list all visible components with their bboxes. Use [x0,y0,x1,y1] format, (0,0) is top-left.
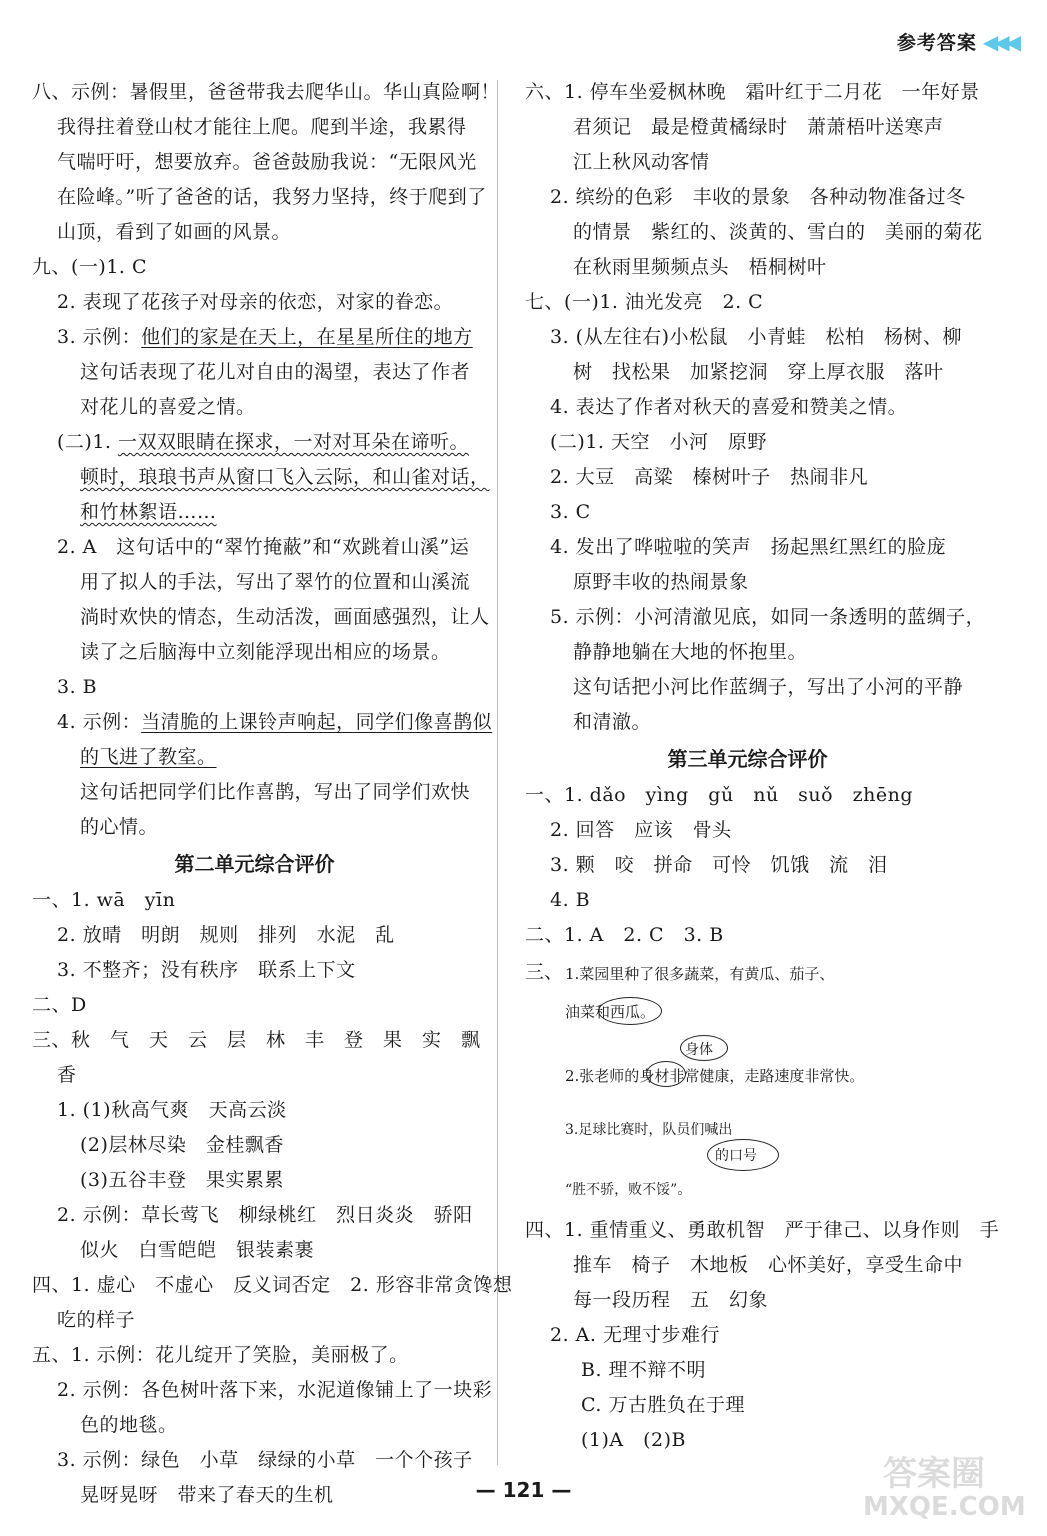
text-line: 二、D [32,994,87,1016]
underlined-answer: 他们的家是在天上，在星星所住的地方 [141,326,473,348]
arrows-icon: ◀◀◀ [982,29,1017,54]
section-title: 第二单元综合评价 [174,852,335,876]
text-line: 和清澈。 [573,711,652,733]
text-line: 的情景 紫红的、淡黄的、雪白的 美丽的菊花 [573,221,983,243]
section-label: 三、 [525,961,564,983]
section-title: 第三单元综合评价 [667,747,828,771]
text-line: (2)层林尽染 金桂飘香 [80,1134,284,1156]
inserted-word: 的口号 [715,1148,757,1164]
text-line: 静静地躺在大地的怀抱里。 [573,641,808,663]
right-column [525,75,1000,1458]
circle-mark [646,1061,686,1087]
circle-mark [707,1139,779,1171]
text-line: 5. 示例：小河清澈见底，如同一条透明的蓝绸子， [550,606,986,628]
text-line: 2. A 这句话中的“翠竹掩蔽”和“欢跳着山溪”运 [57,536,470,558]
text-line: 这句话表现了花儿对自由的渴望，表达了作者 [80,361,471,383]
text-line: (1)A (2)B [581,1429,687,1451]
wavy-underlined-answer: 一双双眼睛在探求，一对对耳朵在谛听。 [118,431,470,453]
text-line: 3. (从左往右)小松鼠 小青蛙 松柏 杨树、柳 [550,326,962,348]
text-line: 2. 表现了花孩子对母亲的依恋，对家的眷恋。 [57,291,454,313]
text-line: 3. 颗 咬 拼命 可怜 饥饿 流 泪 [550,854,888,876]
correction-marks-figure [525,953,970,1213]
text-line: 2. 放晴 明朗 规则 排列 水泥 乱 [57,924,395,946]
text-line: 的心情。 [80,816,159,838]
text-line: 一、1. dǎo yìng gǔ nǔ suǒ zhēng [525,784,913,806]
text-line [32,460,490,495]
answer-prefix: 3. 示例： [57,326,142,348]
text-line: 在秋雨里频频点头 梧桐树叶 [573,256,827,278]
text-line: 原野丰收的热闹景象 [573,571,749,593]
header-title: 参考答案 [896,32,977,54]
text-line: 似火 白雪皑皑 银装素裹 [80,1239,315,1261]
text-line: 晃呀晃呀 带来了春天的生机 [80,1484,334,1506]
text-line: 4. 表达了作者对秋天的喜爱和赞美之情。 [550,396,908,418]
text-line: 五、1. 示例：花儿绽开了笑脸，美丽极了。 [32,1344,409,1366]
text-line: 色的地毯。 [80,1414,178,1436]
text-line: 1. (1)秋高气爽 天高云淡 [57,1099,287,1121]
answer-prefix: (二)1. [57,431,118,453]
inserted-word: 身体 [685,1042,713,1058]
text-line: 这句话把同学们比作喜鹊，写出了同学们欢快 [80,781,471,803]
text-line: 3. 不整齐；没有秩序 联系上下文 [57,959,356,981]
page-number: — 121 — [475,1478,572,1502]
text-line: 2. 示例：各色树叶落下来，水泥道像铺上了一块彩 [57,1379,493,1401]
text-line [32,495,477,530]
text-line: 3. C [550,501,591,523]
text-line: 2. 大豆 高粱 榛树叶子 热闹非凡 [550,466,869,488]
circle-mark [598,997,662,1025]
figure-sentence: 1.菜园里种了很多蔬菜，有黄瓜、茄子、 [565,965,835,983]
text-line: 读了之后脑海中立刻能浮现出相应的场景。 [80,641,451,663]
text-line: 每一段历程 五 幻象 [573,1289,769,1311]
text-line: 我得拄着登山杖才能往上爬。爬到半途，我累得 [57,116,467,138]
figure-text: 2.张老师的 [565,1067,640,1085]
text-line [32,425,477,460]
text-line: 推车 椅子 木地板 心怀美好，享受生命中 [573,1254,964,1276]
text-line: 九、(一)1. C [32,256,148,278]
figure-text: 非常健康，走路速度非常快。 [669,1067,865,1085]
text-line: (3)五谷丰登 果实累累 [80,1169,284,1191]
figure-sentence: 3.足球比赛时，队员们喊出 [565,1122,733,1138]
text-line: 六、1. 停车坐爱枫林晚 霜叶红于二月花 一年好景 [525,81,980,103]
figure-sentence: “胜不骄，败不馁”。 [565,1182,692,1198]
answer-prefix: 4. 示例： [57,711,142,733]
wavy-underlined-answer: 顿时，琅琅书声从窗口飞入云际，和山雀对话， [80,466,490,488]
text-line: 气喘吁吁，想要放弃。爸爸鼓励我说：“无限风光 [57,151,477,173]
text-line [32,320,477,355]
text-line: 在险峰。”听了爸爸的话，我努力坚持，终于爬到了 [57,186,487,208]
text-line: 这句话把小河比作蓝绸子，写出了小河的平静 [573,676,964,698]
text-line: 吃的样子 [57,1309,136,1331]
watermark-text: 答案圈 [883,1454,985,1494]
text-line: 树 找松果 加紧挖洞 穿上厚衣服 落叶 [573,361,944,383]
circled-text: 身材 [639,1067,670,1085]
text-line: 君须记 最是橙黄橘绿时 萧萧梧叶送寒声 [573,116,944,138]
watermark-text: MXQE.COM [863,1492,1026,1522]
text-line: 七、(一)1. 油光发亮 2. C [525,291,764,313]
underlined-answer: 当清脆的上课铃声响起，同学们像喜鹊似 [141,711,493,733]
text-line: 4. 发出了哗啦啦的笑声 扬起黑红黑红的脸庞 [550,536,947,558]
text-line: B. 理不辩不明 [581,1359,707,1381]
figure-sentence [565,1065,864,1086]
text-line: 用了拟人的手法，写出了翠竹的位置和山溪流 [80,571,471,593]
text-line: 三、秋 气 天 云 层 林 丰 登 果 实 飘 [32,1029,481,1051]
text-line: 山顶，看到了如画的风景。 [57,221,292,243]
left-column [32,75,513,1513]
text-line: 香 [57,1064,77,1086]
text-line: 4. B [550,889,591,911]
text-line: 一、1. wā yīn [32,889,176,911]
circled-text: 和西瓜 [595,1003,641,1021]
text-line: 对花儿的喜爱之情。 [80,396,256,418]
text-line: (二)1. 天空 小河 原野 [550,431,767,453]
page-header [897,28,1017,55]
underlined-answer: 的飞进了教室。 [80,746,217,768]
text-line: 3. B [57,676,98,698]
watermark-logo [843,1446,1033,1526]
text-line: 淌时欢快的情态，生动活泼，画面感强烈，让人 [80,606,490,628]
column-divider [497,80,498,1465]
text-line [32,705,493,740]
text-line [32,740,477,775]
text-line: 八、示例：暑假里，爸爸带我去爬华山。华山真险啊！ [32,81,501,103]
text-line: 2. A. 无理寸步难行 [550,1324,720,1346]
text-line: 江上秋风动客情 [573,151,710,173]
text-line: 四、1. 虚心 不虚心 反义词否定 2. 形容非常贪馋想 [32,1274,513,1296]
text-line: 2. 缤纷的色彩 丰收的景象 各种动物准备过冬 [550,186,966,208]
text-line: 2. 回答 应该 骨头 [550,819,732,841]
figure-text: 。 [640,1003,656,1021]
text-line: 3. 示例：绿色 小草 绿绿的小草 一个个孩子 [57,1449,473,1471]
circle-mark [680,1035,728,1061]
text-line: C. 万古胜负在于理 [581,1394,745,1416]
text-line: 四、1. 重情重义、勇敢机智 严于律己、以身作则 手 [525,1219,1000,1241]
figure-text: 油菜 [565,1003,596,1021]
text-line: 二、1. A 2. C 3. B [525,924,724,946]
wavy-underlined-answer: 和竹林絮语…… [80,501,217,523]
text-line: 2. 示例：草长莺飞 柳绿桃红 烈日炎炎 骄阳 [57,1204,473,1226]
